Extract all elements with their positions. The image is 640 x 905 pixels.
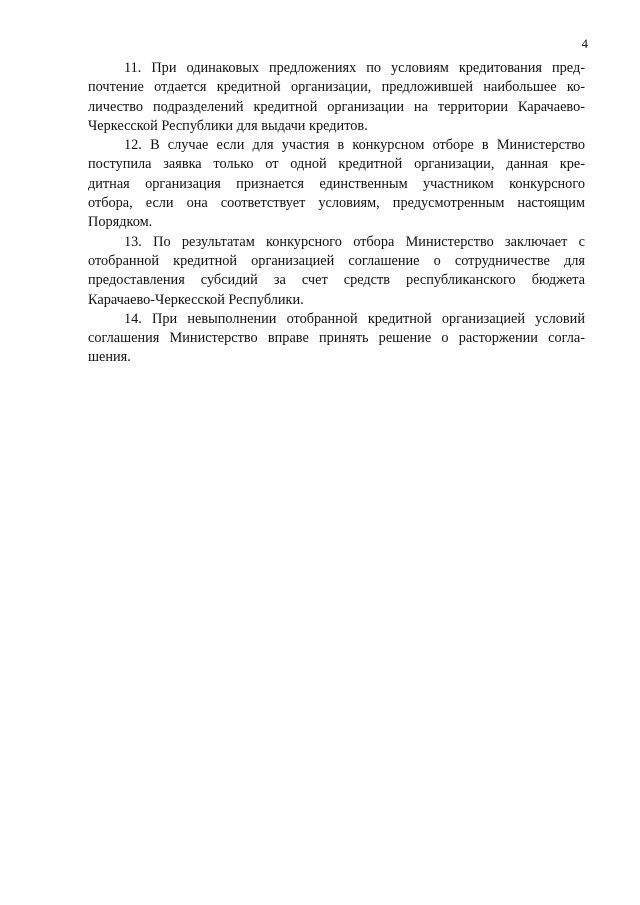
paragraph-line: предоставления субсидий за счет средств республиканского бюджета — [88, 272, 585, 289]
paragraph-line: поступила заявка только от одной кредитной организации, данная кре- — [88, 156, 585, 173]
paragraph-line: личество подразделений кредитной организации на территории Карачаево- — [88, 98, 585, 115]
paragraph-line: отбора, если она соответствует условиям, предусмотренным настоящим — [88, 195, 585, 212]
paragraph-12 — [88, 136, 585, 232]
paragraph-line: 14. При невыполнении отобранной кредитной организацией условий — [124, 310, 585, 327]
paragraph-line: Порядком. — [88, 214, 153, 231]
paragraph-line: почтение отдается кредитной организации, предложившей наибольшее ко- — [88, 79, 585, 96]
paragraph-line: отобранной кредитной организацией соглашение о сотрудничестве для — [88, 252, 585, 269]
paragraph-line: шения. — [88, 349, 131, 366]
paragraph-line: Черкесской Республики для выдачи кредитов. — [88, 117, 368, 134]
document-body — [88, 59, 585, 368]
paragraph-14 — [88, 310, 585, 368]
paragraph-13 — [88, 233, 585, 310]
paragraph-line: 13. По результатам конкурсного отбора Министерство заключает с — [124, 233, 585, 250]
paragraph-line: 11. При одинаковых предложениях по условиям кредитования пред- — [124, 60, 585, 76]
paragraph-line: дитная организация признается единственным участником конкурсного — [88, 175, 585, 192]
paragraph-line: 12. В случае если для участия в конкурсном отборе в Министерство — [124, 137, 585, 154]
paragraph-line: Карачаево-Черкесской Республики. — [88, 291, 304, 308]
paragraph-11 — [88, 59, 585, 136]
page-number: 4 — [581, 36, 588, 51]
paragraph-line: соглашения Министерство вправе принять решение о расторжении согла- — [88, 330, 585, 347]
